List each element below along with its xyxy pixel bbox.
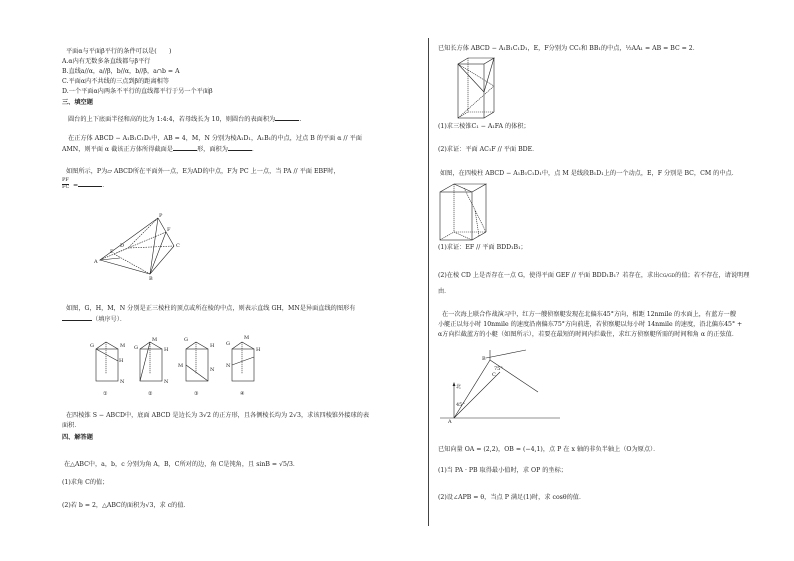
- svg-text:G: G: [184, 337, 188, 343]
- prism-label-1: ①: [103, 391, 108, 397]
- q-pyramid-answer: = ．: [73, 182, 109, 189]
- svg-text:H: H: [164, 347, 169, 353]
- pyramid-figure: [94, 213, 190, 282]
- q-triangle-line1: 在△ABC中，a，b，c 分别为角 A，B，C所对的边，角 C是钝角，且 sinB = √5/3．: [64, 461, 300, 468]
- q-frustum-text: 圆台的上下底面半径和高的比为 1:4:4，若母线长为 10，则圆台的表面积为: [68, 116, 276, 123]
- cuboid-figure: [458, 58, 498, 124]
- section-fill-in-title: 三、填空题: [62, 99, 93, 106]
- q-ship-line3: α方向拦截蓝方的小艇（如图所示），若要在最短的时间内拦截住，求红方侦察艇所需的时间和角 α 的正弦值．: [438, 331, 739, 338]
- svg-text:C: C: [176, 243, 180, 249]
- q-prism4-part2-line2: 由．: [438, 288, 451, 295]
- ship-label-north: 北: [456, 384, 462, 390]
- ship-label-a: A: [448, 419, 452, 425]
- equals-sign: =: [73, 182, 79, 189]
- prism-figure-1: [90, 342, 125, 385]
- q-triangle-part2: (2)若 b = 2，△ABC的面积为√3，求 c的值．: [62, 502, 190, 509]
- svg-text:M: M: [120, 343, 126, 349]
- q-prism4-stem: 如图，在四棱柱 ABCD − A₁B₁C₁D₁中，点 M 是线段B₁D₁上的一个动点，E，F 分别是 BC，CM 的中点．: [440, 170, 738, 177]
- ship-label-75: 75°: [494, 366, 503, 372]
- q-prisms-line2-text: （填序号）．: [92, 316, 127, 323]
- q-cuboid-part1: (1)求三棱锥C₁ − A₁FA 的体积；: [438, 123, 530, 130]
- svg-text:G: G: [90, 343, 94, 349]
- q-vector-part1: (1)当 PA · PB 取得最小值时，求 OP 的坐标；: [438, 467, 567, 474]
- svg-text:E: E: [110, 249, 114, 255]
- svg-text:H: H: [119, 358, 124, 364]
- svg-text:G: G: [134, 345, 138, 351]
- answer-blank: [173, 145, 197, 151]
- svg-text:N: N: [210, 367, 215, 373]
- q-pyramid-line1: 如图所示，P为▱ ABCD所在平面外一点，E为AD的中点，F为 PC 上一点，当 PA // 平面 EBF时，: [66, 168, 340, 175]
- q-triangle-part1: (1)求角 C的值；: [62, 479, 109, 486]
- svg-text:H: H: [210, 343, 215, 349]
- prism-figure-4: [226, 335, 261, 381]
- q-prism4-part2-text: (2)在棱 CD 上是否存在一点 G，使得平面 GEF // 平面 BDD₁B₁？若存在，求出: [438, 272, 660, 279]
- svg-text:M: M: [244, 335, 250, 341]
- q-parallel-option-a: A.α内有无数多条直线都与β平行: [62, 58, 151, 65]
- svg-text:F: F: [167, 227, 171, 233]
- ship-figure: [440, 348, 560, 424]
- prism-figures: [90, 335, 264, 412]
- svg-text:M: M: [152, 337, 158, 343]
- prism-figure-3: [178, 337, 215, 381]
- q-vector-stem: 已知向量 OA = (2,2)，OB = (−4,1)，点 P 在 x 轴的非负半轴上（O为原点）．: [438, 446, 660, 453]
- svg-text:N: N: [226, 363, 231, 369]
- q-prism4-part2-line1: [438, 272, 749, 282]
- q-sqpyramid-line2: 面积．: [62, 422, 81, 429]
- prism-label-4: ④: [240, 391, 245, 397]
- q-cube-line1: 在正方体 ABCD − A₁B₁C₁D₁中，AB = 4，M，N 分别为棱A₁D₁，A₁B₁的中点，过点 B 的平面 α // 平面: [68, 135, 362, 142]
- svg-text:G: G: [226, 341, 230, 347]
- q-cuboid-part2: (2)求证：平面 AC₁F // 平面 BDE．: [438, 146, 539, 153]
- ship-label-45: 45°: [456, 402, 465, 408]
- answer-blank: [62, 315, 92, 321]
- q-ship-line2: 小艇正以每小时 10nmile 的速度沿南偏东75°方向前进，若侦察艇以每小时 14nmile 的速度，沿北偏东45° +: [438, 321, 743, 328]
- fraction-numerator: PF: [62, 177, 69, 183]
- q-vector-part2: (2)设∠APB = θ，当点 P 满足(1)时，求 cosθ的值．: [438, 494, 586, 501]
- q-prism4-part2-tail: 的值；若不存在，请说明理: [675, 272, 750, 279]
- q-cube-line2b-text: 形，面积为: [196, 146, 228, 153]
- q-sqpyramid-line1: 在四棱锥 S − ABCD中，底面 ABCD 是边长为 3√2 的正方形，且各侧棱长均为 2√3，求该四棱锥外接球的表: [66, 412, 370, 419]
- q-cube-line2-text: AMN，则平面 α 截该正方体所得截面是: [62, 146, 173, 153]
- fraction-denominator: FC: [62, 183, 70, 190]
- answer-blank: [78, 181, 102, 187]
- column-divider: [428, 38, 429, 526]
- svg-text:A: A: [94, 259, 98, 265]
- q-prisms-line2: [62, 315, 126, 325]
- q-pyramid-fraction: [62, 178, 69, 190]
- svg-text:D: D: [120, 243, 125, 249]
- svg-text:H: H: [256, 347, 261, 353]
- svg-text:B: B: [149, 276, 153, 282]
- svg-text:N: N: [120, 379, 125, 385]
- answer-blank: [228, 145, 252, 151]
- q-parallel-stem: 平面α与平面β平行的条件可以是( ): [66, 48, 172, 55]
- answer-blank: [275, 115, 299, 121]
- ship-label-c: C: [492, 372, 496, 378]
- q-prisms-line1: 如图，G，H，M，N 分别是正三棱柱的顶点或所在棱的中点，则表示直线 GH，MN是异面直线的图形有: [66, 305, 356, 312]
- q-parallel-option-d: D.一个平面α内两条不平行的直线都平行于另一个平面β: [62, 88, 213, 95]
- prism4-figure: [440, 184, 494, 246]
- prism-label-2: ②: [148, 391, 153, 397]
- svg-text:M: M: [178, 363, 184, 369]
- prism-figure-2: [134, 337, 169, 385]
- q-parallel-option-b: B.直线a//α，a//β，b//α，b//β，a∩b = A: [62, 68, 180, 75]
- q-prism4-part1: (1)求证：EF // 平面 BDD₁B₁；: [438, 244, 527, 251]
- ship-label-b: B: [482, 356, 486, 362]
- prism-label-3: ③: [194, 391, 199, 397]
- q-parallel-option-c: C.平面α内不共线的三点到β的距离相等: [62, 78, 170, 85]
- q-prism4-part2-fraction: CG/GD: [659, 274, 676, 279]
- section-solve-title: 四、解答题: [62, 434, 93, 441]
- q-ship-line1: 在一次海上联合作战演习中，红方一艘侦察艇发现在北偏东45°方向，相距 12nmile 的水面上，有蓝方一艘: [442, 311, 736, 318]
- q-frustum: 圆台的上下底面半径和高的比为 1:4:4，若母线长为 10，则圆台的表面积为 .: [68, 116, 302, 123]
- q-cube-line2: AMN，则平面 α 截该正方体所得截面是 形，面积为 ．: [62, 146, 259, 153]
- q-cuboid-stem: 已知长方体 ABCD − A₁B₁C₁D₁，E，F分别为 CC₁和 BB₁的中点，½AA₁ = AB = BC = 2．: [438, 45, 699, 52]
- svg-text:P: P: [159, 213, 163, 219]
- svg-text:N: N: [164, 379, 169, 385]
